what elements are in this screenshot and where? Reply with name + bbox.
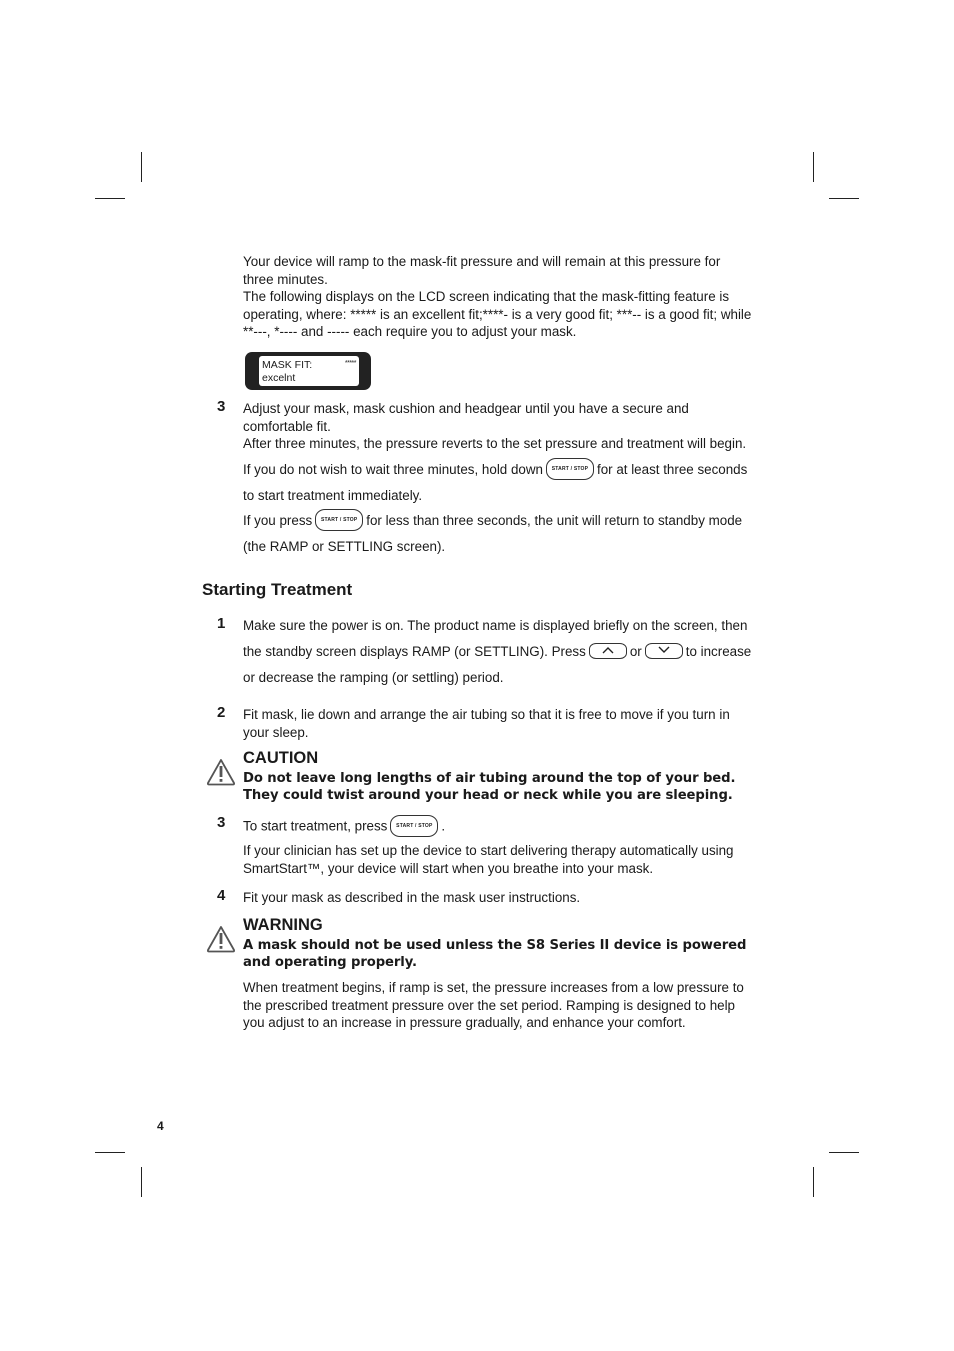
step3-text: After three minutes, the pressure reverts to the set pressure and treatment will begin. If you do not wish to wait three minutes, hold down [243, 436, 747, 477]
crop-mark [95, 198, 125, 199]
step3b-paragraph-2: If your clinician has set up the device to start delivering therapy automatically using SmartStart™, your device will start when you breathe into your mask. [243, 843, 734, 876]
crop-mark [813, 1167, 814, 1197]
step1-text-part: or [629, 644, 642, 659]
chevron-down-icon [657, 645, 671, 655]
warning-title: WARNING [243, 916, 323, 934]
section-title: Starting Treatment [202, 580, 353, 599]
page-number: 4 [157, 1119, 164, 1133]
caution-text: Do not leave long lengths of air tubing around the top of your bed. They could twist around your head or neck while you are sleeping. [243, 771, 736, 804]
lcd-line-2: excelnt [262, 372, 296, 384]
step3-paragraph-3 [243, 508, 753, 560]
step3b-text [243, 816, 753, 838]
lcd-stars: ***** [344, 360, 356, 367]
step2-text: Fit mask, lie down and arrange the air tubing so that it is free to move if you turn in your sleep. [243, 707, 730, 740]
closing-paragraph: When treatment begins, if ramp is set, the pressure increases from a low pressure to the prescribed treatment pressure over the set period. Ramping is designed to help you adjust to an increase in pressure gradually, and enhance your comfort. [243, 980, 744, 1031]
up-key [589, 643, 627, 659]
step3-text: for at least three seconds to start treatment immediately. [243, 462, 748, 503]
lcd-screen [259, 356, 359, 386]
lcd-line-1: MASK FIT: [262, 359, 313, 371]
crop-mark [829, 198, 859, 199]
crop-mark [141, 1167, 142, 1197]
step3-paragraph-1: Adjust your mask, mask cushion and headgear until you have a secure and comfortable fit. [243, 401, 689, 434]
caution-title: CAUTION [243, 749, 319, 767]
lcd-display [245, 352, 371, 390]
warning-triangle-icon [206, 758, 236, 786]
down-key [645, 643, 683, 659]
step4-text: Fit your mask as described in the mask user instructions. [243, 890, 581, 905]
crop-mark [95, 1152, 125, 1153]
step-number: 4 [217, 887, 226, 904]
crop-mark [813, 152, 814, 182]
crop-mark [829, 1152, 859, 1153]
step-number: 1 [217, 615, 226, 632]
step3b-text-part: . [441, 818, 446, 834]
step1-text-part: Make sure the power is on. The product name is displayed briefly on the screen, then the standby screen displays RAMP (or SETTLING). Press [243, 618, 748, 659]
step3-text: for less than three seconds, the unit will return to standby mode (the RAMP or SETTLING screen). [243, 513, 743, 554]
intro-paragraph-2: The following displays on the LCD screen indicating that the mask-fitting feature is operating, where: ***** is an excellent fit;****- is a very good fit; ***-- is a good fit; while **---, *---- and ----- each require you to adjust your mask. [243, 289, 752, 340]
chevron-up-icon [601, 645, 615, 655]
step1-text [243, 613, 753, 691]
step1-text-part: to increase or decrease the ramping (or settling) period. [243, 644, 752, 685]
start-stop-key: START / STOP [390, 815, 438, 837]
start-stop-key: START / STOP [546, 458, 594, 480]
intro-paragraph-1: Your device will ramp to the mask-fit pressure and will remain at this pressure for three minutes. [243, 254, 721, 287]
warning-text: A mask should not be used unless the S8 Series II device is powered and operating properly. [243, 938, 747, 971]
step3b-text-part: To start treatment, press [243, 818, 388, 834]
start-stop-key: START / STOP [315, 509, 363, 531]
crop-mark [141, 152, 142, 182]
warning-triangle-icon [206, 925, 236, 953]
step-number: 2 [217, 704, 226, 721]
step-number: 3 [217, 814, 226, 831]
step-number: 3 [217, 398, 226, 415]
step3-text: If you press [243, 513, 313, 528]
step3-paragraph-2 [243, 431, 753, 509]
